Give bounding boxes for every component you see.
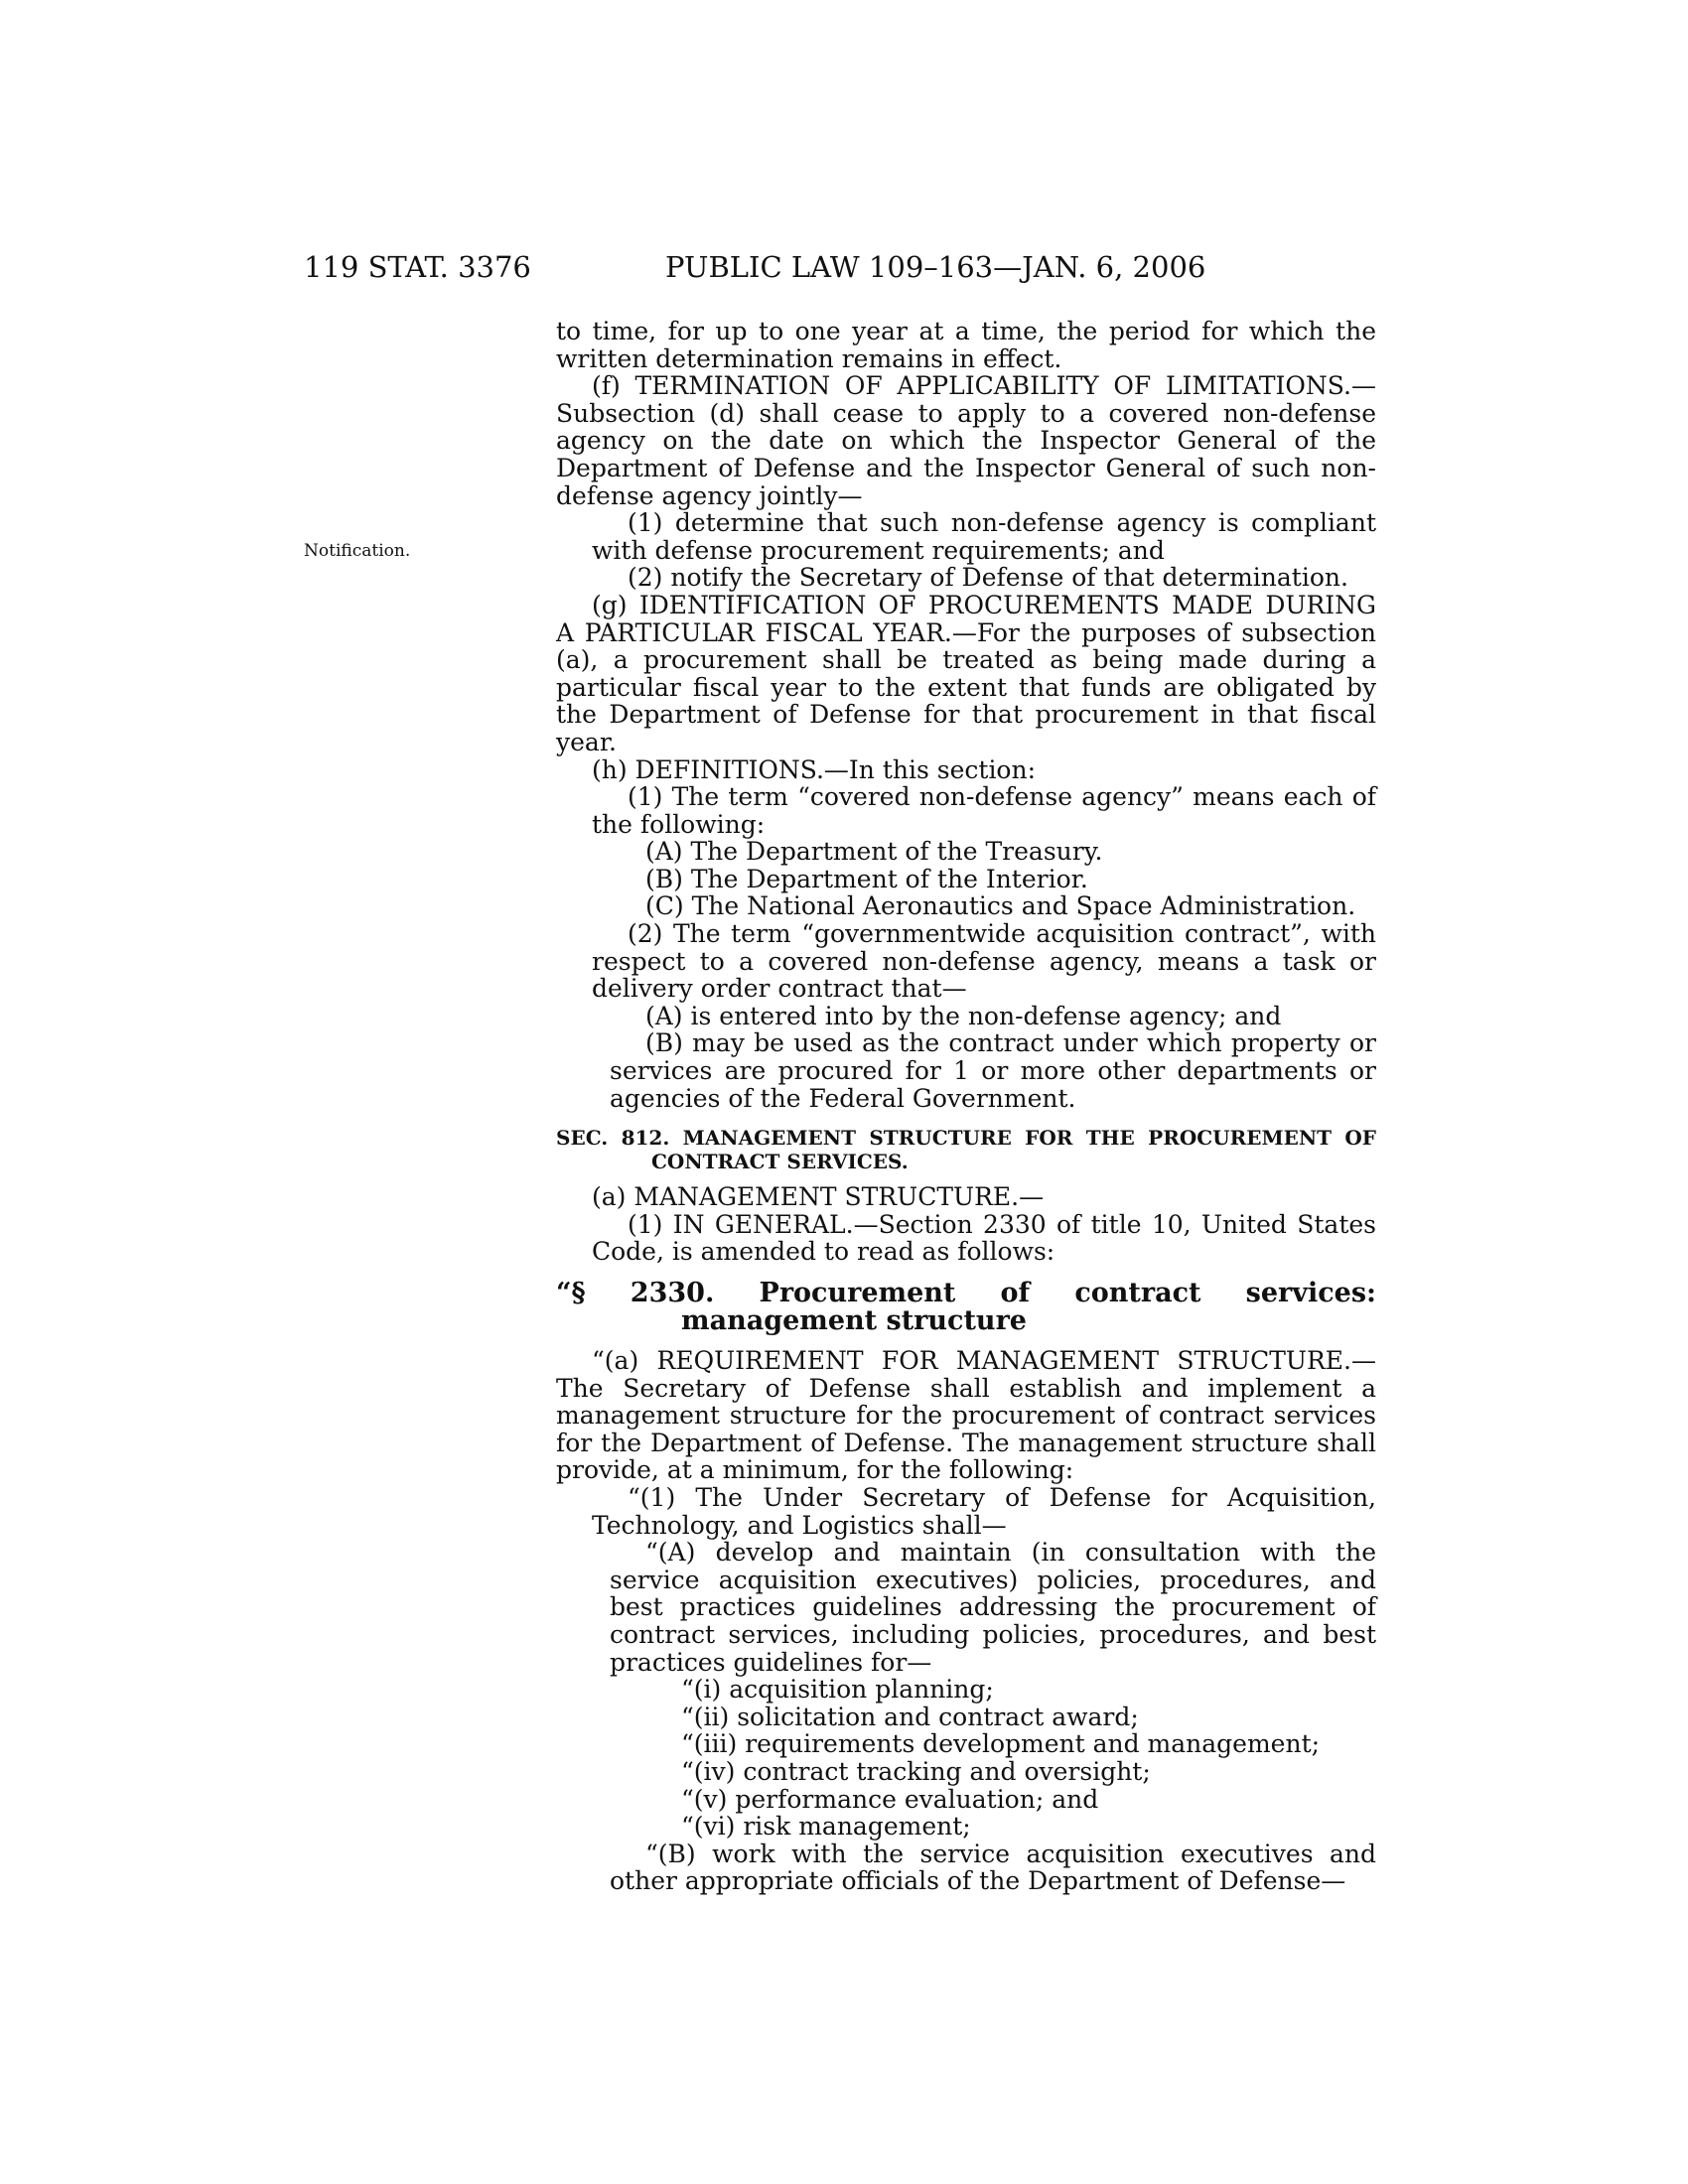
clause-iii: “(iii) requirements development and management;: [681, 1729, 1321, 1759]
margin-note: Notification.: [304, 541, 411, 561]
running-header-title: PUBLIC LAW 109–163—JAN. 6, 2006: [665, 250, 1206, 284]
quoted-subparagraph-a: “(A) develop and maintain (in consultation with the service acquisition executives) policies, procedures, and best practices guidelines addressing the procurement of contract services, including policies, procedures, and best practices guidelines for—: [610, 1538, 1376, 1677]
clause-i: “(i) acquisition planning;: [681, 1675, 994, 1705]
clause-v: “(v) performance evaluation; and: [681, 1784, 1099, 1814]
subparagraph-h2b: (B) may be used as the contract under which property or services are procured for 1 or more other departments or agencies of the Federal Government.: [610, 1028, 1376, 1113]
section-heading: SEC. 812. MANAGEMENT STRUCTURE FOR THE PROCUREMENT OF CONTRACT SERVICES.: [556, 1126, 1376, 1174]
subparagraph-h2a: (A) is entered into by the non-defense agency; and: [645, 1001, 1282, 1030]
clause-vi: “(vi) risk management;: [681, 1812, 971, 1842]
subparagraph-h1a: (A) The Department of the Treasury.: [645, 837, 1103, 867]
paragraph-f2: (2) notify the Secretary of Defense of that determination.: [628, 563, 1348, 593]
clause-ii: “(ii) solicitation and contract award;: [681, 1702, 1139, 1731]
statute-page-number: 119 STAT. 3376: [304, 250, 531, 284]
subsection-h: (h) DEFINITIONS.—In this section:: [592, 754, 1037, 784]
subparagraph-h1b: (B) The Department of the Interior.: [645, 864, 1088, 893]
quoted-subsection-a: “(a) REQUIREMENT FOR MANAGEMENT STRUCTURE.—The Secretary of Defense shall establish and implement a management structure for the procurement of contract services for the Department of Defense. The management structure shall provide, at a minimum, for the following:: [556, 1346, 1376, 1485]
document-body: [556, 318, 1376, 1895]
clause-iv: “(iv) contract tracking and oversight;: [681, 1756, 1151, 1786]
subsection-f: (f) TERMINATION OF APPLICABILITY OF LIMITATIONS.—Subsection (d) shall cease to apply to a covered non-defense agency on the date on which the Inspector General of the Department of Defense and the Inspector General of such non-defense agency jointly—: [556, 371, 1376, 510]
subsection-a: (a) MANAGEMENT STRUCTURE.—: [592, 1182, 1045, 1212]
code-section-title: “§ 2330. Procurement of contract services: management structure: [556, 1278, 1376, 1336]
quoted-paragraph-1: “(1) The Under Secretary of Defense for Acquisition, Technology, and Logistics shall—: [592, 1482, 1376, 1540]
paragraph: to time, for up to one year at a time, the period for which the written determination remains in effect.: [556, 317, 1376, 373]
quoted-subparagraph-b: “(B) work with the service acquisition executives and other appropriate officials of the Department of Defense—: [610, 1839, 1376, 1896]
paragraph-f1: (1) determine that such non-defense agency is compliant with defense procurement requirements; and: [592, 508, 1376, 565]
paragraph-h2: (2) The term “governmentwide acquisition contract”, with respect to a covered non-defense agency, means a task or delivery order contract that—: [592, 919, 1376, 1004]
subsection-g: (g) IDENTIFICATION OF PROCUREMENTS MADE DURING A PARTICULAR FISCAL YEAR.—For the purposes of subsection (a), a procurement shall be treated as being made during a particular fiscal year to the extent that funds are obligated by the Department of Defense for that procurement in that fiscal year.: [556, 590, 1376, 756]
paragraph-h1: (1) The term “covered non-defense agency” means each of the following:: [592, 782, 1376, 839]
subparagraph-h1c: (C) The National Aeronautics and Space Administration.: [645, 891, 1356, 921]
paragraph-a1: (1) IN GENERAL.—Section 2330 of title 10, United States Code, is amended to read as follows:: [592, 1209, 1376, 1267]
